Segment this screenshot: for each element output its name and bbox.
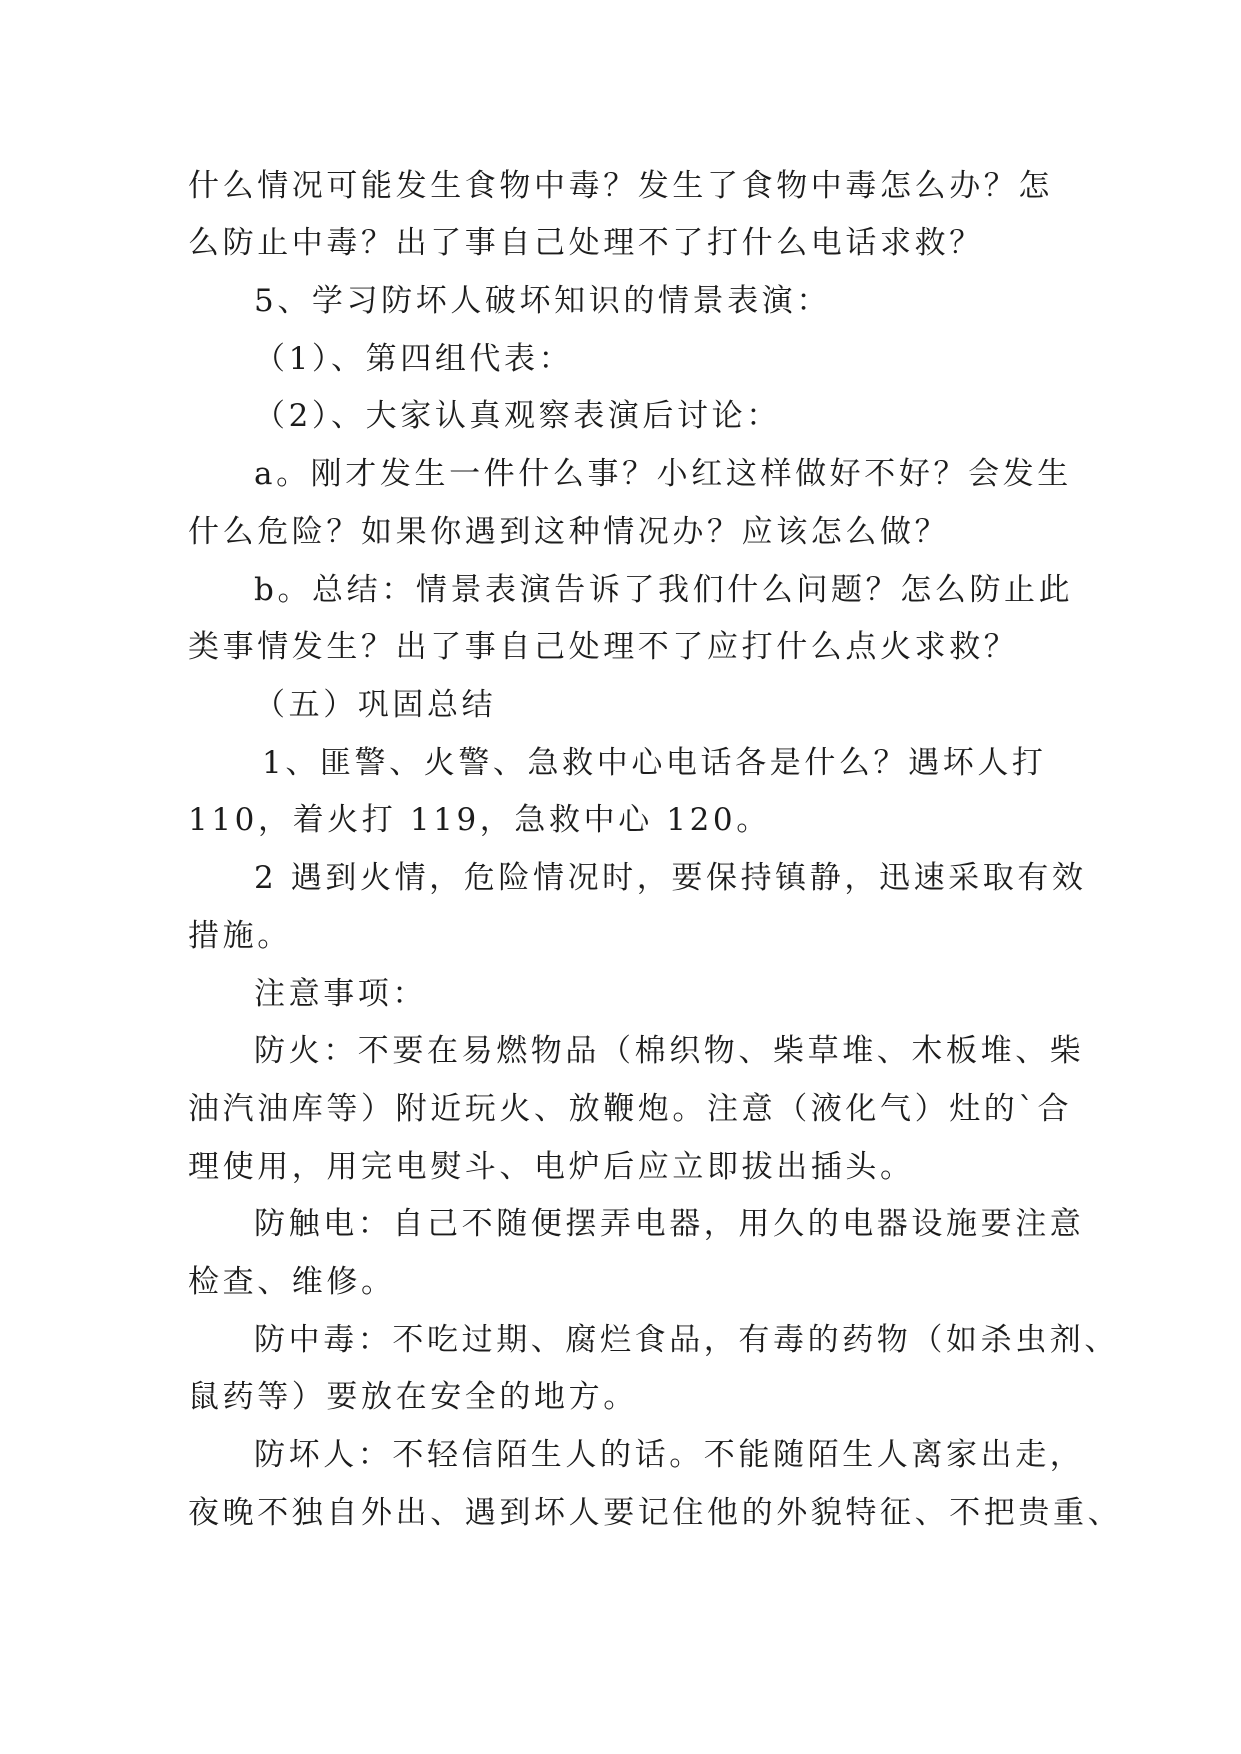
text-line: 1、匪警、火警、急救中心电话各是什么？遇坏人打 — [262, 745, 1047, 781]
text-line: 防坏人：不轻信陌生人的话。不能随陌生人离家出走， — [254, 1437, 1085, 1473]
text-line: 什么危险？如果你遇到这种情况办？应该怎么做？ — [188, 514, 950, 550]
text-line: 理使用，用完电熨斗、电炉后应立即拔出插头。 — [188, 1149, 915, 1185]
text-line: 么防止中毒？出了事自己处理不了打什么电话求救？ — [188, 225, 984, 261]
text-line: 措施。 — [188, 918, 292, 954]
text-line: 注意事项： — [254, 976, 427, 1012]
text-line: 110，着火打 119，急救中心 120。 — [188, 802, 771, 838]
text-line: 防火：不要在易燃物品（棉织物、柴草堆、木板堆、柴 — [254, 1033, 1085, 1069]
text-line: 夜晚不独自外出、遇到坏人要记住他的外貌特征、不把贵重、 — [188, 1495, 1123, 1531]
text-line: （五）巩固总结 — [254, 687, 497, 723]
text-line: （2）、大家认真观察表演后讨论： — [254, 398, 781, 434]
text-line: 5、学习防坏人破坏知识的情景表演： — [254, 283, 831, 319]
text-line: 什么情况可能发生食物中毒？发生了食物中毒怎么办？怎 — [188, 168, 1053, 204]
text-line: 防触电：自己不随便摆弄电器，用久的电器设施要注意 — [254, 1206, 1085, 1242]
text-line: a。刚才发生一件什么事？小红这样做好不好？会发生 — [254, 456, 1072, 492]
text-line: （1）、第四组代表： — [254, 341, 574, 377]
text-line: 2 遇到火情，危险情况时，要保持镇静，迅速采取有效 — [254, 860, 1087, 896]
text-line: 防中毒：不吃过期、腐烂食品，有毒的药物（如杀虫剂、 — [254, 1322, 1119, 1358]
text-line: b。总结：情景表演告诉了我们什么问题？怎么防止此 — [254, 572, 1074, 608]
text-line: 检查、维修。 — [188, 1264, 396, 1300]
text-line: 类事情发生？出了事自己处理不了应打什么点火求救？ — [188, 629, 1019, 665]
text-line: 油汽油库等）附近玩火、放鞭炮。注意（液化气）灶的`合 — [188, 1091, 1073, 1127]
text-line: 鼠药等）要放在安全的地方。 — [188, 1379, 638, 1415]
